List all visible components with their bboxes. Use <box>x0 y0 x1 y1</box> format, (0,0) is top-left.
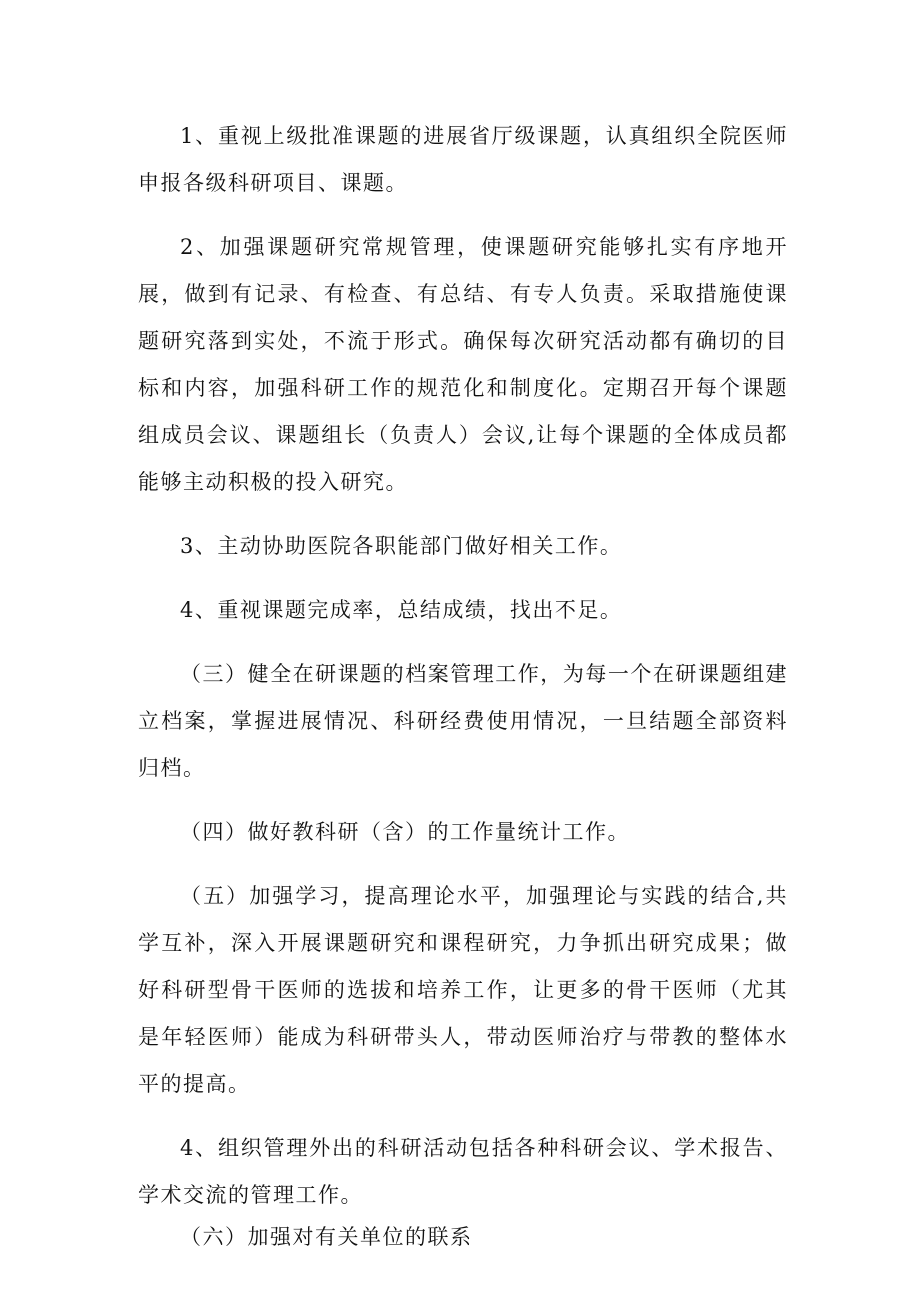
paragraph-6: （四）做好教科研（含）的工作量统计工作。 <box>180 820 630 844</box>
paragraph-2: 2、加强课题研究常规管理，使课题研究能够扎实有序地开展，做到有记录、有检查、有总结、有专人负责。采取措施使课题研究落到实处，不流于形式。确保每次研究活动都有确切的目标和内容，加强科研工作的规范化和制度化。定期召开每个课题组成员会议、课题组长（负责人）会议,让每个课题的全体成员都能够主动积极的投入研究。 <box>138 235 788 494</box>
paragraph-8: 4、组织管理外出的科研活动包括各种科研会议、学术报告、学术交流的管理工作。 <box>138 1136 788 1207</box>
paragraph-5: （三）健全在研课题的档案管理工作，为每一个在研课题组建立档案，掌握进展情况、科研经费使用情况，一旦结题全部资料归档。 <box>138 662 788 780</box>
paragraph-3: 3、主动协助医院各职能部门做好相关工作。 <box>180 534 623 558</box>
paragraph-4: 4、重视课题完成率，总结成绩，找出不足。 <box>180 598 623 622</box>
paragraph-1: 1、重视上级批准课题的进展省厅级课题，认真组织全院医师申报各级科研项目、课题。 <box>138 124 788 195</box>
document-body <box>138 113 788 1255</box>
paragraph-7: （五）加强学习，提高理论水平，加强理论与实践的结合,共学互补，深入开展课题研究和课程研究，力争抓出研究成果；做好科研型骨干医师的选拔和培养工作，让更多的骨干医师（尤其是年轻医师）能成为科研带头人，带动医师治疗与带教的整体水平的提高。 <box>138 884 788 1096</box>
paragraph-9: （六）加强对有关单位的联系 <box>180 1225 473 1249</box>
